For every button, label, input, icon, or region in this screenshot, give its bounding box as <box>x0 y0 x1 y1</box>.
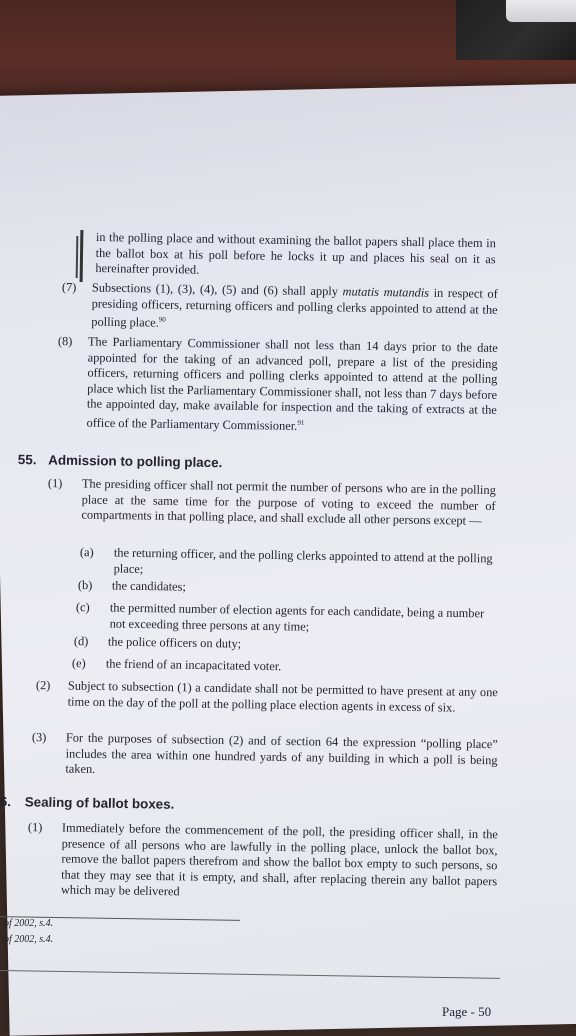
change-bar <box>80 230 84 282</box>
footer-divider <box>0 970 500 979</box>
subsection-55-1 <box>47 476 500 529</box>
item-a <box>79 545 500 576</box>
page-number: Page - 50 <box>442 1004 492 1019</box>
section-56-heading <box>0 794 174 812</box>
footnote-ref: 90 <box>158 315 166 324</box>
footnote-ref: 91 <box>297 418 305 427</box>
subsection-number: (1) <box>27 820 43 835</box>
subsection-text: For the purposes of subsection (2) and of section 64 the expression “polling place” includes the area within one hundred yards of any building in which a poll is being taken. <box>65 730 498 777</box>
subsection-55-3 <box>31 730 500 777</box>
item-e <box>71 656 492 674</box>
italic-term: mutatis mutandis <box>342 284 430 300</box>
paragraph-text: in the polling place and without examining the ballot papers shall place them in the ballot box at his poll before he locks it up and places his seal on it as hereinafter provided. <box>95 230 496 277</box>
item-label: (c) <box>75 600 90 615</box>
item-text: the friend of an incapacitated voter. <box>105 656 282 674</box>
subsection-text: The presiding officer shall not permit the number of persons who are in the polling place at the same time for the purpose of voting to exceed the number of compartments in that polling place, and shall exclude all other persons except — <box>81 476 496 529</box>
subsection-text <box>86 334 497 437</box>
section-title: Sealing of ballot boxes. <box>24 794 175 812</box>
item-text: the permitted number of election agents for each candidate, being a number not exceeding three persons at any time; <box>109 600 485 634</box>
footnote: of 2002, s.4. <box>4 934 54 945</box>
item-label: (b) <box>77 578 93 593</box>
subsection-number: (2) <box>35 678 51 693</box>
text-span: in respect of presiding officers, returning officers and polling clerks appointed to attend at the polling place. <box>91 285 498 330</box>
change-bar <box>76 236 79 278</box>
item-text: the candidates; <box>111 578 186 594</box>
item-label: (e) <box>71 656 86 671</box>
subsection-56-1 <box>27 820 500 899</box>
section-title: Admission to polling place. <box>48 452 223 471</box>
section-number: 55. <box>17 452 37 468</box>
subsection-text: Immediately before the commencement of the poll, the presiding officer shall, in the presence of all persons who are lawfully in the polling place, unlock the ballot box, remove the ballot papers therefrom and show the ballot box empty to such persons, so that they may see that it is empty, and shall, after replacing therein any ballot papers which may be delivered <box>60 820 498 899</box>
item-text: the returning officer, and the polling clerks appointed to attend at the polling place; <box>113 545 493 576</box>
subsection-number: (1) <box>47 476 63 491</box>
text-span: The Parliamentary Commissioner shall not less than 14 days prior to the date appointed for the taking of an advanced poll, prepare a list of the presiding officers, returning officers and polling clerks appointed to attend at the polling place which list the Parliamentary Commissioner shall, not less than 7 days before the appointed day, make available for inspection and the taking of extracts at the office of the Parliamentary Commissioner. <box>86 334 498 433</box>
item-label: (a) <box>79 545 94 560</box>
section-55-heading <box>18 452 223 471</box>
item-label: (d) <box>73 634 89 649</box>
subsection-text <box>91 280 498 336</box>
subsection-text: Subject to subsection (1) a candidate shall not be permitted to have present at any one time on the day of the poll at the polling place election agents in excess of six. <box>67 678 498 715</box>
item-c <box>75 600 500 634</box>
footnote: of 2002, s.4. <box>4 918 54 929</box>
text-span: Subsections (1), (3), (4), (5) and (6) shall apply <box>91 280 343 299</box>
subsection-number: (8) <box>57 334 73 349</box>
subsection-55-2 <box>35 678 500 715</box>
paragraph-continuation <box>95 230 496 277</box>
subsection-number: (7) <box>61 280 77 295</box>
section-number: 6. <box>0 794 12 810</box>
subsection-number: (3) <box>31 730 47 745</box>
item-text: the police officers on duty; <box>107 634 242 651</box>
